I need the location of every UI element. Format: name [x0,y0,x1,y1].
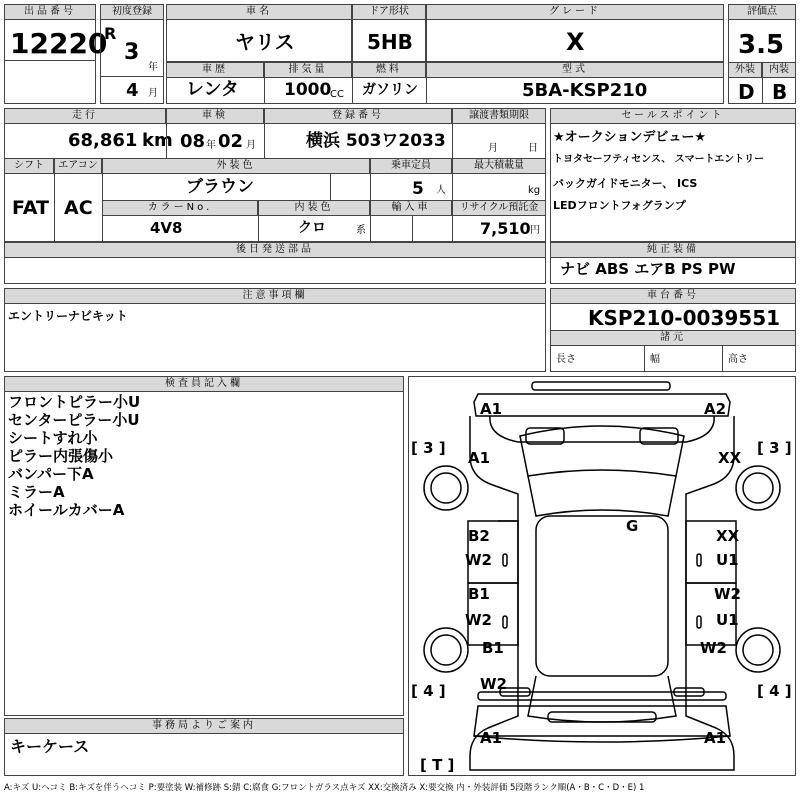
transfer-month: 月 [488,143,498,154]
score: 3.5 [738,30,785,60]
fuel: ガソリン [362,82,418,98]
fuel-header: 燃料 [352,62,426,78]
label-door-fl-top: B2 [468,527,490,545]
first-registration-header: 初度登録 [100,4,164,20]
color-no-header: カラーNo. [102,200,258,216]
notes: エントリーナビキット [8,309,128,323]
inspection-header: 車検 [166,108,264,124]
model: 5BA-KSP210 [522,80,648,101]
inspector-notes-list [8,393,140,519]
reg-number: 横浜 503ワ2033 [306,131,446,151]
label-door-fr-bot: U1 [716,551,739,569]
ac: AC [64,197,93,219]
label-quarter-right: W2 [700,639,727,657]
int-color-unit: 系 [356,225,366,236]
door-type: 5HB [367,30,413,54]
inspector-note: センターピラー小U [8,411,140,429]
label-roof: G [626,517,639,535]
exterior-header: 外装 [728,62,762,78]
shift: FAT [12,197,49,219]
displacement-unit: CC [330,89,344,100]
ac-header: エアコン [54,158,102,174]
inspector-note: ピラー内張傷小 [8,447,114,465]
grade-header: グレード [426,4,724,20]
office-note: キーケース [10,737,90,756]
inspector-note: ホイールカバーA [8,501,125,519]
mileage: 68,861 [68,130,138,151]
load-unit: kg [528,185,541,196]
displacement-header: 排気量 [264,62,352,78]
label-rear-left-low: W2 [480,675,507,693]
inspection-year: 08 [180,131,206,152]
transfer-header: 譲渡書類期限 [452,108,546,124]
sales-point-2: トヨタセーフティセンス、 スマートエントリー [553,154,765,165]
legend: A:キズ U:ヘコミ B:キズを伴うヘコミ P:要塗装 W:補修跡 S:錆 C:腐食 G:フロントガラス点キズ XX:交換済み X:要交換 内・外装評価 5段階ランク順(A・B・C・D・E) 1 [4,783,645,793]
inspection-month-unit: 月 [246,140,256,151]
height-label: 高さ [728,354,748,365]
tire-front-left: [ 3 ] [411,439,446,457]
width-label: 幅 [650,354,660,365]
equipment: ナビ ABS エアB PS PW [560,260,736,278]
label-door-rr-bot: U1 [716,611,739,629]
length-label: 長さ [556,354,576,365]
mileage-unit: km [142,130,173,151]
displacement: 1000 [284,80,332,100]
reg-number-header: 登録番号 [264,108,452,124]
tire-rear-right: [ 4 ] [757,682,792,700]
color: ブラウン [186,177,254,197]
recycle-header: リサイクル預託金 [452,200,546,216]
inspector-note: シートすれ小 [8,429,98,447]
capacity-unit: 人 [436,185,446,196]
label-door-rl-top: B1 [468,585,490,603]
inspection-year-unit: 年 [206,140,216,151]
label-front-left: A1 [480,400,503,418]
car-name: ヤリス [235,30,295,54]
capacity: 5 [412,179,424,199]
capacity-header: 乗車定員 [370,158,452,174]
year-unit: 年 [148,62,158,73]
office-header: 事務局よりご案内 [4,718,404,734]
int-color-header: 内装色 [258,200,370,216]
chassis-header: 車台番号 [550,288,796,304]
label-rear-left: A1 [480,729,503,747]
mileage-header: 走行 [4,108,166,124]
trunk-box: [ T ] [420,756,455,774]
label-hood-left: A1 [468,449,491,467]
door-header: ドア形状 [352,4,426,20]
import-header: 輸入車 [370,200,452,216]
grade: X [566,28,585,56]
label-door-rr-top: W2 [714,585,741,603]
tire-front-right: [ 3 ] [757,439,792,457]
inspector-header: 検査員記入欄 [4,376,404,392]
recycle-unit: 円 [530,225,540,236]
later-parts-header: 後日発送部品 [4,242,546,258]
label-door-rl-bot: W2 [465,611,492,629]
inspection-month: 02 [218,131,244,152]
label-quarter-left: B1 [482,639,504,657]
era: R [104,24,117,43]
reg-year: 3 [124,40,140,65]
color-header: 外装色 [102,158,370,174]
color-no: 4V8 [150,219,183,237]
chassis-number: KSP210-0039551 [588,306,781,330]
score-header: 評価点 [728,4,796,20]
label-door-fl-bot: W2 [465,551,492,569]
car-name-header: 車名 [166,4,352,20]
sales-point-3: バックガイドモニター、 ICS [553,177,698,190]
history: レンタ [186,79,239,100]
inspector-note: バンパー下A [8,465,94,483]
load-header: 最大積載量 [452,158,546,174]
spec-header: 諸元 [550,330,796,346]
lot-number-header: 出品番号 [4,4,96,20]
inspector-note: フロントピラー小U [8,393,141,411]
label-door-fr-top: XX [716,527,740,545]
sales-point-1: ★オークションデビュー★ [553,130,707,145]
label-hood-right: XX [718,449,742,467]
interior-header: 内装 [762,62,796,78]
int-color: クロ [298,220,326,236]
transfer-day: 日 [528,143,538,154]
history-header: 車歴 [166,62,264,78]
shift-header: シフト [4,158,54,174]
equipment-header: 純正装備 [550,242,796,258]
car-outline [408,376,796,776]
month-unit: 月 [148,88,158,99]
model-header: 型式 [426,62,724,78]
sales-points-box [550,108,796,242]
label-rear-right: A1 [704,729,727,747]
details-box [4,108,546,242]
sales-points-header: セールスポイント [550,108,796,124]
inspector-note: ミラーA [8,483,65,501]
exterior-grade: D [738,80,755,104]
lot-number: 12220 [10,27,108,60]
sales-point-4: LEDフロントフォグランプ [553,199,686,212]
notes-header: 注意事項欄 [4,288,546,304]
label-front-right: A2 [704,400,727,418]
recycle: 7,510 [480,219,531,238]
tire-rear-left: [ 4 ] [411,682,446,700]
interior-grade: B [772,80,788,104]
reg-month: 4 [126,80,139,101]
